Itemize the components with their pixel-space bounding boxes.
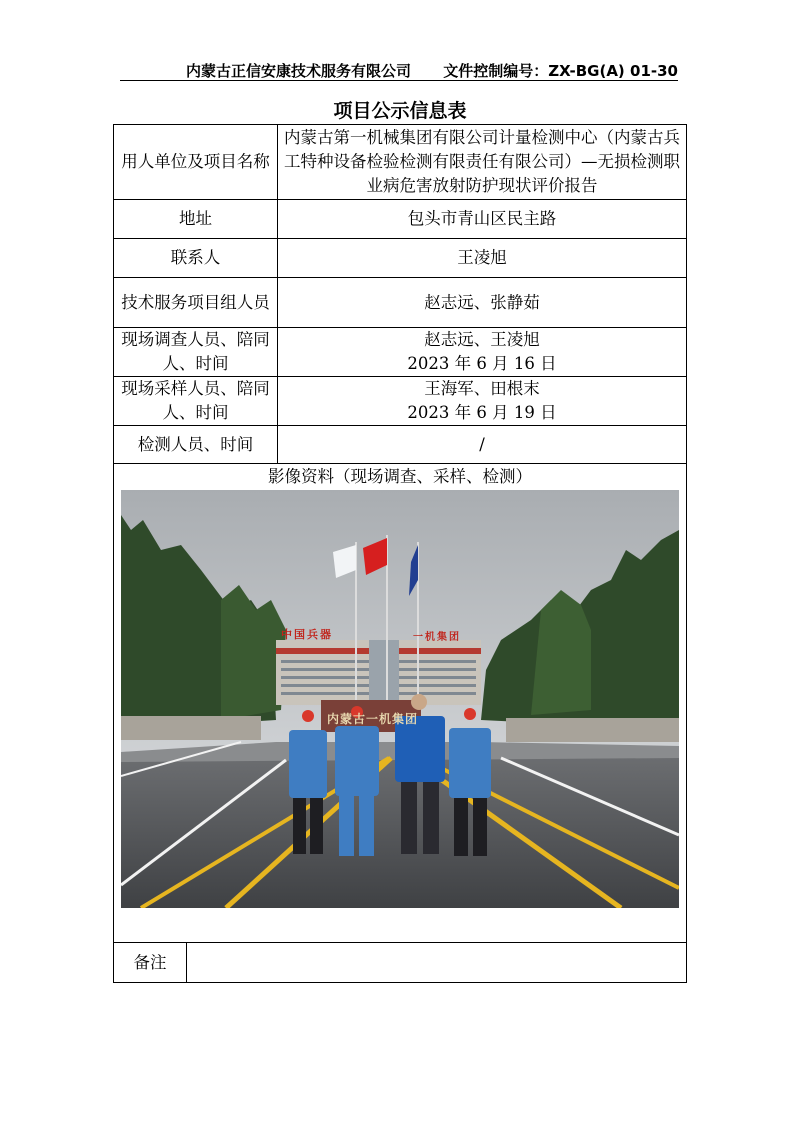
table-row	[114, 239, 687, 278]
row-label-survey: 现场调查人员、陪同人、时间	[114, 328, 278, 377]
row-value-testing: /	[278, 426, 687, 464]
table-row	[114, 377, 687, 426]
table-row	[114, 426, 687, 464]
project-info-table	[113, 124, 687, 983]
table-row	[114, 328, 687, 377]
sampling-date: 2023 年 6 月 19 日	[407, 403, 557, 422]
site-photo-illustration	[121, 490, 679, 908]
row-label-address: 地址	[114, 200, 278, 239]
table-row	[114, 200, 687, 239]
remarks-value	[187, 943, 687, 982]
row-value-address: 包头市青山区民主路	[278, 200, 687, 239]
row-label-team: 技术服务项目组人员	[114, 278, 278, 328]
building-sign-right: 一机集团	[413, 632, 461, 643]
header-doc-control-number: 文件控制编号：ZX-BG(A) 01-30	[443, 62, 678, 80]
photo-caption: 影像资料（现场调查、采样、检测）	[268, 467, 532, 486]
building-sign-left: 中国兵器	[281, 628, 333, 641]
survey-date: 2023 年 6 月 16 日	[407, 354, 557, 373]
page-title: 项目公示信息表	[333, 100, 467, 122]
gate-sign: 内蒙古一机集团	[327, 712, 419, 726]
page-header	[120, 58, 678, 81]
remarks-inner	[114, 943, 686, 982]
photo-cell	[114, 464, 687, 943]
row-value-employer: 内蒙古第一机械集团有限公司计量检测中心（内蒙古兵工特种设备检验检测有限责任有限公司）—无损检测职业病危害放射防护现状评价报告	[278, 125, 687, 200]
row-value-sampling	[278, 377, 687, 426]
row-value-survey	[278, 328, 687, 377]
table-row-photo	[114, 464, 687, 943]
row-label-employer: 用人单位及项目名称	[114, 125, 278, 200]
table-row-remarks	[114, 943, 687, 983]
remarks-label: 备注	[114, 943, 187, 982]
row-label-contact: 联系人	[114, 239, 278, 278]
row-value-contact: 王凌旭	[278, 239, 687, 278]
survey-people: 赵志远、王凌旭	[424, 330, 540, 349]
remarks-cell	[114, 943, 687, 983]
header-company: 内蒙古正信安康技术服务有限公司	[186, 62, 412, 80]
table-row	[114, 125, 687, 200]
table-row	[114, 278, 687, 328]
row-label-testing: 检测人员、时间	[114, 426, 278, 464]
row-value-team: 赵志远、张静茹	[278, 278, 687, 328]
site-photo	[121, 490, 679, 908]
sampling-people: 王海军、田根末	[424, 379, 540, 398]
row-label-sampling: 现场采样人员、陪同人、时间	[114, 377, 278, 426]
